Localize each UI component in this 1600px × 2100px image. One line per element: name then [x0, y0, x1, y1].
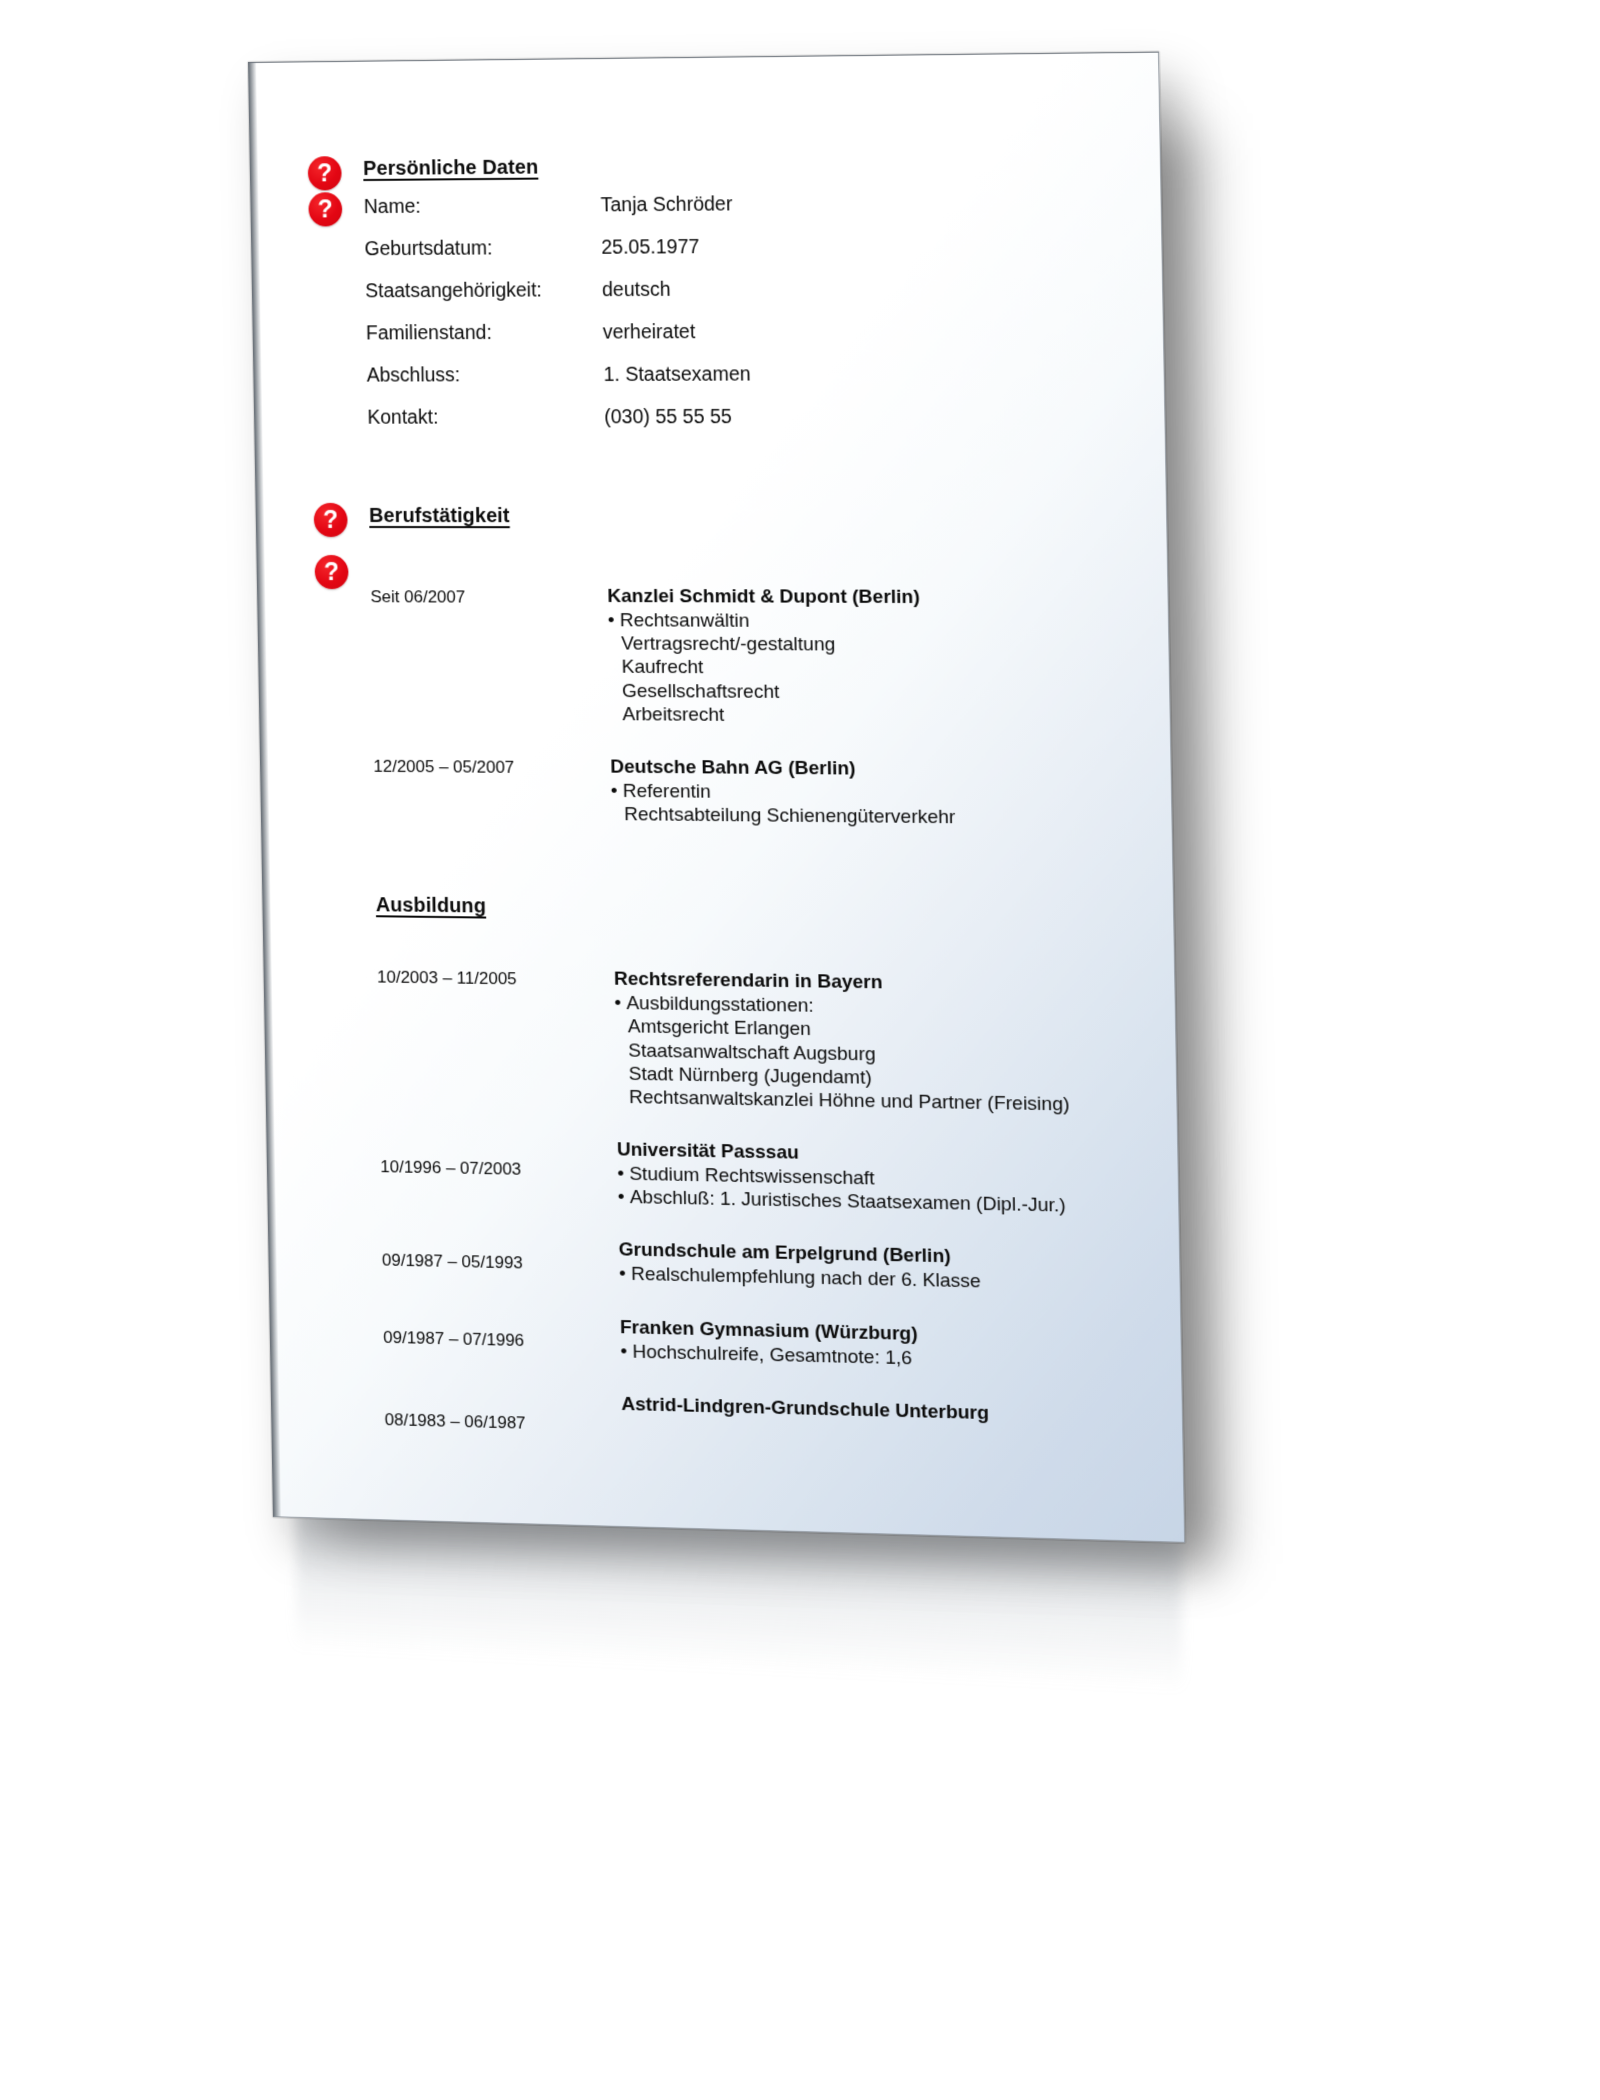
work-heading-row [314, 501, 1126, 538]
education-entry [380, 1135, 1138, 1219]
field-value-marital-status: verheiratet [602, 320, 696, 344]
field-label-birthdate: Geburtsdatum: [364, 237, 493, 261]
document-page-wrapper [248, 52, 1185, 1543]
field-label-nationality: Staatsangehörigkeit: [365, 279, 543, 303]
personal-field-row [364, 193, 748, 219]
entry-detail-line: • Studium Rechtswissenschaft [617, 1162, 1137, 1195]
education-entries-spacer [321, 917, 386, 1460]
section-heading-work: Berufstätigkeit [368, 504, 510, 528]
entry-detail-line: • Hochschulreife, Gesamtnote: 1,6 [620, 1340, 1140, 1376]
entry-body [610, 756, 1130, 831]
entry-detail-line: Rechtsabteilung Schienengüterverkehr [624, 804, 956, 829]
entry-detail-line: Arbeitsrecht [622, 703, 725, 726]
entry-detail-line: Amtsgericht Erlangen [627, 1016, 812, 1041]
entry-detail-line: Kaufrecht [621, 656, 704, 679]
field-label-marital-status: Familienstand: [365, 321, 493, 345]
work-entries-list [370, 553, 1131, 862]
document-page [248, 52, 1185, 1543]
field-label-degree: Abschluss: [366, 364, 461, 387]
entry-detail-line: Staatsanwaltschaft Augsburg [628, 1039, 876, 1066]
question-mark-icon[interactable]: ? [314, 503, 348, 537]
entry-body [621, 1394, 1141, 1450]
education-entry [383, 1311, 1140, 1375]
entry-date: 12/2005 – 05/2007 [373, 756, 515, 777]
entry-title: Franken Gymnasium (Würzburg) [619, 1316, 918, 1345]
entry-date: Seit 06/2007 [370, 587, 466, 607]
entry-title: Rechtsreferendarin in Bayern [613, 968, 883, 994]
entry-date: 10/1996 – 07/2003 [380, 1157, 522, 1179]
personal-field-row [365, 278, 749, 303]
spacer [314, 537, 1125, 555]
entry-body [620, 1317, 1140, 1376]
entry-body [619, 1240, 1139, 1298]
entry-detail-line: Rechtsanwaltskanzlei Höhne und Partner (Freising) [628, 1086, 1070, 1116]
entry-title: Grundschule am Erpelgrund (Berlin) [618, 1239, 951, 1268]
entry-date: 08/1983 – 06/1987 [384, 1409, 526, 1433]
entry-body [617, 1139, 1138, 1219]
education-entry [384, 1388, 1141, 1450]
entry-date: 09/1987 – 05/1993 [381, 1250, 523, 1273]
education-entries-list [376, 917, 1142, 1480]
personal-field-row [364, 236, 748, 262]
personal-field-row [367, 363, 751, 387]
question-mark-icon[interactable]: ? [315, 555, 349, 589]
personal-data-table [364, 193, 752, 449]
entry-detail-line: Vertragsrecht/-gestaltung [621, 633, 836, 656]
question-mark-icon[interactable]: ? [308, 192, 342, 226]
education-heading-row [320, 890, 1132, 927]
work-entries-icon-col [314, 553, 370, 589]
entry-title: Universität Passsau [616, 1139, 800, 1164]
field-value-degree: 1. Staatsexamen [603, 363, 751, 386]
education-entry [377, 966, 1136, 1118]
work-entries-row [314, 553, 1131, 862]
personal-data-row [308, 184, 1123, 449]
entry-detail-line: Stadt Nürnberg (Jugendamt) [628, 1063, 872, 1089]
entry-title: Deutsche Bahn AG (Berlin) [610, 756, 856, 780]
field-value-nationality: deutsch [601, 278, 671, 302]
spacer [320, 854, 1132, 899]
entry-body [607, 586, 1128, 730]
personal-data-heading-row [308, 147, 1119, 190]
entry-detail-line: • Abschluß: 1. Juristisches Staatsexamen (Dipl.-Jur.) [618, 1186, 1138, 1220]
entry-date: 09/1987 – 07/1996 [383, 1327, 525, 1350]
work-heading-icon-col [314, 501, 370, 537]
personal-heading-icon-col [308, 154, 364, 191]
field-value-name: Tanja Schröder [600, 193, 733, 217]
personal-fields-icon-col [308, 190, 364, 226]
work-entry [370, 585, 1128, 729]
entry-detail-line: • Referentin [611, 780, 1131, 808]
entry-title: Astrid-Lindgren-Grundschule Unterburg [621, 1393, 990, 1424]
spacer [313, 448, 1125, 501]
question-mark-icon[interactable]: ? [308, 156, 342, 190]
document-content [308, 147, 1143, 1540]
field-label-name: Name: [363, 195, 421, 219]
field-label-contact: Kontakt: [367, 406, 439, 429]
field-value-birthdate: 25.05.1977 [601, 235, 700, 259]
section-heading-education: Ausbildung [375, 894, 487, 918]
entry-detail-line: • Ausbildungsstationen: [614, 992, 1134, 1023]
entry-title: Kanzlei Schmidt & Dupont (Berlin) [607, 585, 920, 609]
education-entry [382, 1235, 1139, 1298]
work-entry [373, 755, 1130, 832]
personal-field-row [366, 321, 750, 346]
education-entries-row [321, 917, 1142, 1480]
entry-detail-line: • Realschulempfehlung nach der 6. Klasse [619, 1263, 1139, 1298]
entry-detail-line: Gesellschaftsrecht [621, 680, 780, 703]
section-heading-personal: Persönliche Daten [362, 156, 539, 181]
field-value-contact: (030) 55 55 55 [604, 405, 732, 429]
entry-detail-line: • Rechtsanwältin [608, 609, 1127, 635]
entry-date: 10/2003 – 11/2005 [376, 967, 517, 989]
entry-body [614, 969, 1136, 1118]
personal-field-row [367, 406, 751, 430]
education-heading-spacer [320, 890, 376, 918]
